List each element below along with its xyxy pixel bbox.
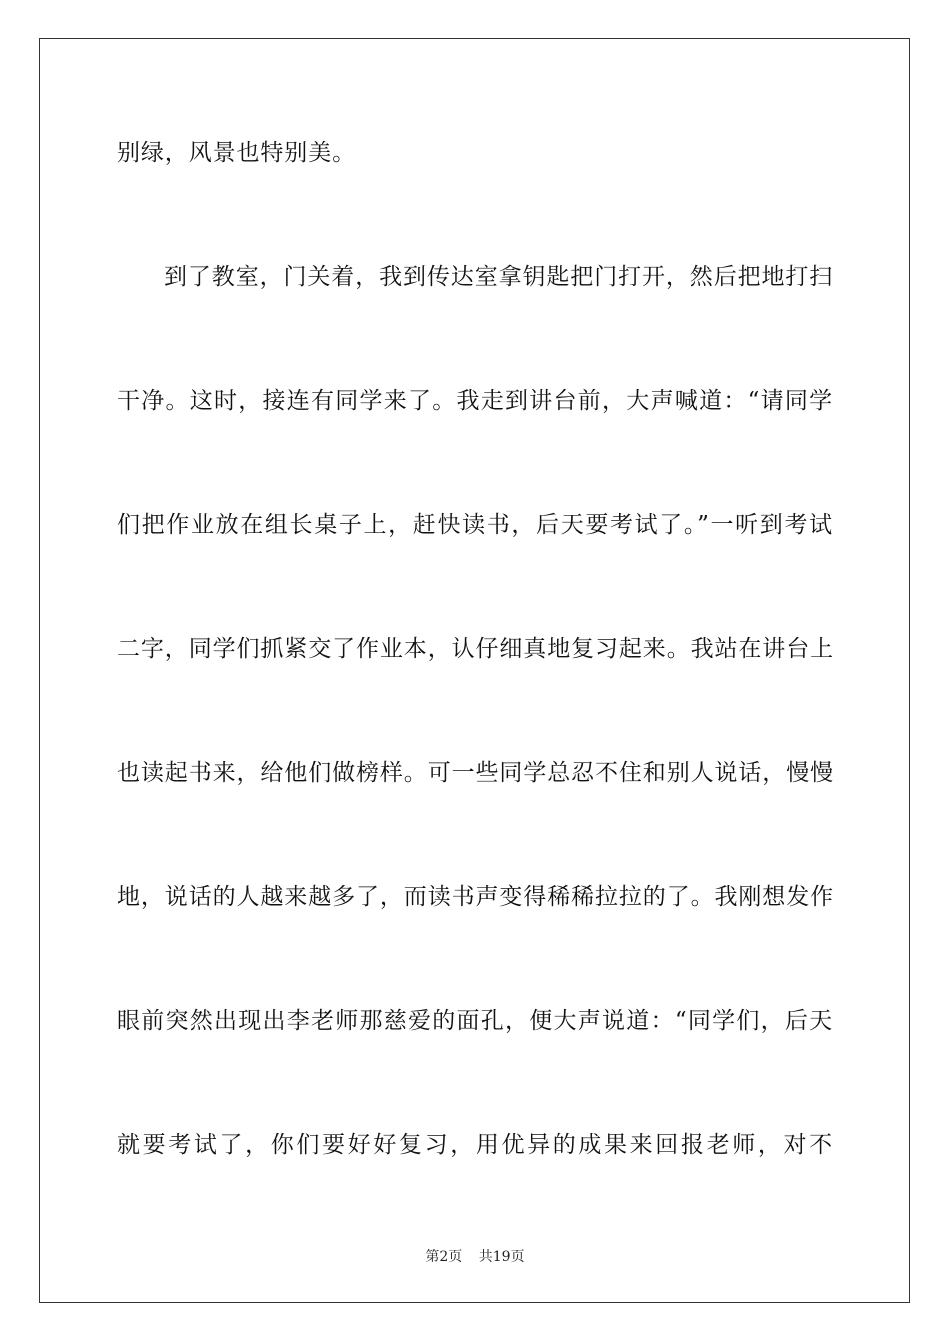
text-line-6 bbox=[117, 758, 833, 788]
text-line-4 bbox=[117, 510, 833, 540]
page-border bbox=[39, 38, 910, 1303]
page-footer bbox=[0, 1246, 950, 1266]
text-line-content: 干净。这时，接连有同学来了。我走到讲台前，大声喊道：“请同学 bbox=[117, 388, 833, 414]
page-total: 共19页 bbox=[478, 1249, 525, 1265]
text-line-content: 就要考试了，你们要好好复习，用优异的成果来回报老师，对不 bbox=[117, 1132, 833, 1158]
text-line-2 bbox=[164, 262, 833, 292]
text-line-content: 别绿，风景也特别美。 bbox=[117, 140, 356, 166]
text-line-8 bbox=[117, 1006, 833, 1036]
text-line-content: 二字，同学们抓紧交了作业本，认仔细真地复习起来。我站在讲台上 bbox=[117, 636, 834, 662]
text-line-1 bbox=[117, 138, 833, 168]
text-line-9 bbox=[117, 1130, 833, 1160]
text-line-content: 们把作业放在组长桌子上，赶快读书，后天要考试了。”一听到考试 bbox=[117, 512, 833, 538]
page-number: 第2页 bbox=[425, 1249, 463, 1265]
text-line-content: 也读起书来，给他们做榜样。可一些同学总忍不住和别人说话，慢慢 bbox=[117, 760, 834, 786]
text-line-content: 眼前突然出现出李老师那慈爱的面孔，便大声说道：“同学们，后天 bbox=[117, 1008, 833, 1034]
text-line-content: 到了教室，门关着，我到传达室拿钥匙把门打开，然后把地打扫 bbox=[164, 264, 834, 290]
text-line-3 bbox=[117, 386, 833, 416]
text-line-5 bbox=[117, 634, 833, 664]
text-line-content: 地，说话的人越来越多了，而读书声变得稀稀拉拉的了。我刚想发作 bbox=[117, 884, 834, 910]
text-line-7 bbox=[117, 882, 833, 912]
